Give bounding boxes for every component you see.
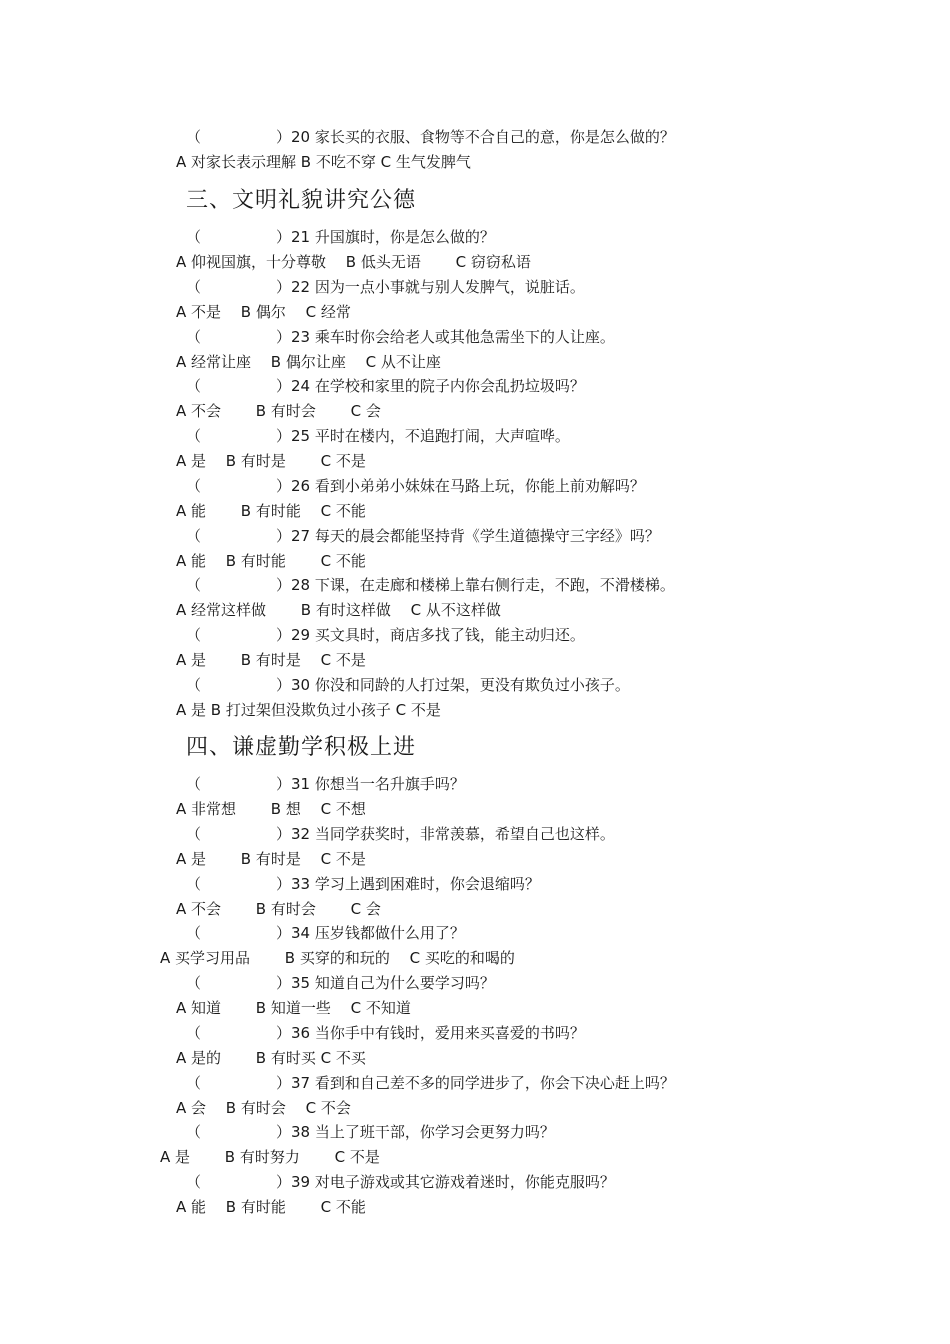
question-32: （ ）32 当同学获奖时，非常羡慕，希望自己也这样。: [186, 825, 615, 843]
question-24: （ ）24 在学校和家里的院子内你会乱扔垃圾吗？: [186, 377, 585, 395]
question-36: （ ）36 当你手中有钱时，爱用来买喜爱的书吗？: [186, 1024, 585, 1042]
question-21: （ ）21 升国旗时，你是怎么做的？: [186, 228, 495, 246]
question-38: （ ）38 当上了班干部，你学习会更努力吗？: [186, 1123, 555, 1141]
options-38: A 是 B 有时努力 C 不是: [160, 1148, 380, 1166]
options-36: A 是的 B 有时买 C 不买: [176, 1049, 366, 1067]
options-32: A 是 B 有时是 C 不是: [176, 850, 366, 868]
section-heading-3: 三、文明礼貌讲究公德: [186, 188, 417, 213]
options-24: A 不会 B 有时会 C 会: [176, 402, 381, 420]
options-34: A 买学习用品 B 买穿的和玩的 C 买吃的和喝的: [160, 949, 515, 967]
question-27: （ ）27 每天的晨会都能坚持背《学生道德操守三字经》吗？: [186, 527, 660, 545]
options-23: A 经常让座 B 偶尔让座 C 从不让座: [176, 353, 441, 371]
question-22: （ ）22 因为一点小事就与别人发脾气，说脏话。: [186, 278, 585, 296]
question-31: （ ）31 你想当一名升旗手吗？: [186, 775, 465, 793]
question-29: （ ）29 买文具时，商店多找了钱，能主动归还。: [186, 626, 585, 644]
options-27: A 能 B 有时能 C 不能: [176, 552, 366, 570]
question-25: （ ）25 平时在楼内，不追跑打闹，大声喧哗。: [186, 427, 570, 445]
options-20: A 对家长表示理解 B 不吃不穿 C 生气发脾气: [176, 153, 471, 171]
options-26: A 能 B 有时能 C 不能: [176, 502, 366, 520]
question-34: （ ）34 压岁钱都做什么用了？: [186, 924, 465, 942]
options-30: A 是 B 打过架但没欺负过小孩子 C 不是: [176, 701, 441, 719]
section-heading-4: 四、谦虚勤学积极上进: [186, 735, 417, 760]
options-22: A 不是 B 偶尔 C 经常: [176, 303, 351, 321]
question-33: （ ）33 学习上遇到困难时，你会退缩吗？: [186, 875, 540, 893]
options-33: A 不会 B 有时会 C 会: [176, 900, 381, 918]
question-39: （ ）39 对电子游戏或其它游戏着迷时，你能克服吗？: [186, 1173, 615, 1191]
options-25: A 是 B 有时是 C 不是: [176, 452, 366, 470]
options-35: A 知道 B 知道一些 C 不知道: [176, 999, 411, 1017]
options-28: A 经常这样做 B 有时这样做 C 从不这样做: [176, 601, 501, 619]
question-20: （ ）20 家长买的衣服、食物等不合自己的意，你是怎么做的？: [186, 128, 675, 146]
question-23: （ ）23 乘车时你会给老人或其他急需坐下的人让座。: [186, 328, 615, 346]
options-37: A 会 B 有时会 C 不会: [176, 1099, 351, 1117]
question-37: （ ）37 看到和自己差不多的同学进步了，你会下决心赶上吗？: [186, 1074, 675, 1092]
question-28: （ ）28 下课，在走廊和楼梯上靠右侧行走，不跑，不滑楼梯。: [186, 576, 675, 594]
question-30: （ ）30 你没和同龄的人打过架，更没有欺负过小孩子。: [186, 676, 630, 694]
question-35: （ ）35 知道自己为什么要学习吗？: [186, 974, 495, 992]
options-21: A 仰视国旗，十分尊敬 B 低头无语 C 窃窃私语: [176, 253, 531, 271]
question-26: （ ）26 看到小弟弟小妹妹在马路上玩，你能上前劝解吗？: [186, 477, 645, 495]
options-31: A 非常想 B 想 C 不想: [176, 800, 366, 818]
options-39: A 能 B 有时能 C 不能: [176, 1198, 366, 1216]
options-29: A 是 B 有时是 C 不是: [176, 651, 366, 669]
